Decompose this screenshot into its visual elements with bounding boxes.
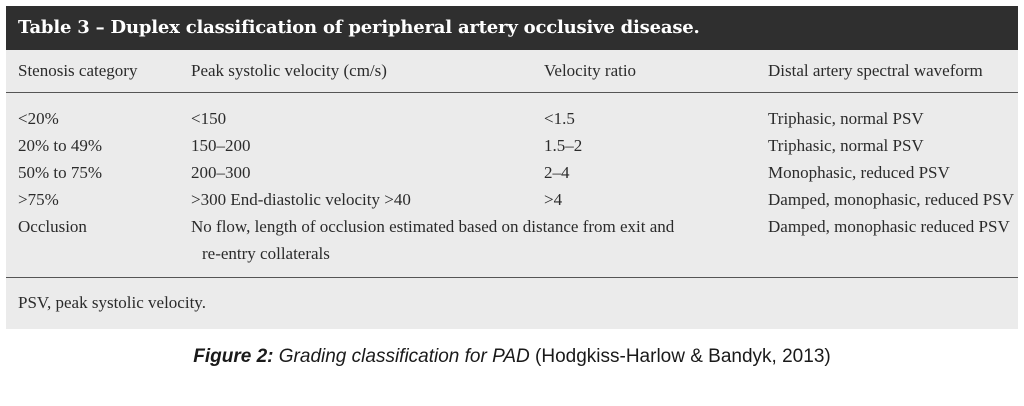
row4-psv: >300 End-diastolic velocity >40 (191, 190, 411, 209)
caption-title: Grading classification for PAD (273, 346, 530, 367)
row4-waveform: Damped, monophasic, reduced PSV (768, 190, 1014, 209)
row5-psv-continuation: re-entry collaterals (202, 244, 330, 263)
row2-ratio: 1.5–2 (544, 136, 583, 155)
header-peak-systolic-velocity: Peak systolic velocity (cm/s) (191, 61, 387, 80)
header-velocity-ratio: Velocity ratio (544, 61, 637, 80)
header-distal-waveform: Distal artery spectral waveform (768, 61, 983, 80)
row5-stenosis: Occlusion (18, 217, 87, 236)
row1-ratio: <1.5 (544, 109, 575, 128)
row3-ratio: 2–4 (544, 163, 570, 182)
row4-stenosis: >75% (18, 190, 59, 209)
table-title: Table 3 – Duplex classification of peripheral artery occlusive disease. (18, 17, 700, 38)
row2-psv: 150–200 (191, 136, 251, 155)
header-divider (6, 92, 1018, 93)
row5-psv: No flow, length of occlusion estimated based on distance from exit and (191, 217, 675, 236)
table-footnote: PSV, peak systolic velocity. (18, 293, 206, 312)
footer-divider (6, 277, 1018, 278)
row5-waveform: Damped, monophasic reduced PSV (768, 217, 1010, 236)
table-title-bar (6, 6, 1018, 50)
row3-stenosis: 50% to 75% (18, 163, 103, 182)
row2-waveform: Triphasic, normal PSV (768, 136, 924, 155)
row4-ratio: >4 (544, 190, 563, 209)
header-stenosis-category: Stenosis category (18, 61, 138, 80)
row2-stenosis: 20% to 49% (18, 136, 103, 155)
row1-waveform: Triphasic, normal PSV (768, 109, 924, 128)
row1-stenosis: <20% (18, 109, 59, 128)
row3-waveform: Monophasic, reduced PSV (768, 163, 950, 182)
caption-citation: (Hodgkiss-Harlow & Bandyk, 2013) (529, 346, 831, 367)
classification-table (6, 6, 1018, 329)
row1-psv: <150 (191, 109, 227, 128)
figure-caption (0, 346, 1024, 368)
row3-psv: 200–300 (191, 163, 251, 182)
caption-label: Figure 2: (193, 346, 274, 367)
